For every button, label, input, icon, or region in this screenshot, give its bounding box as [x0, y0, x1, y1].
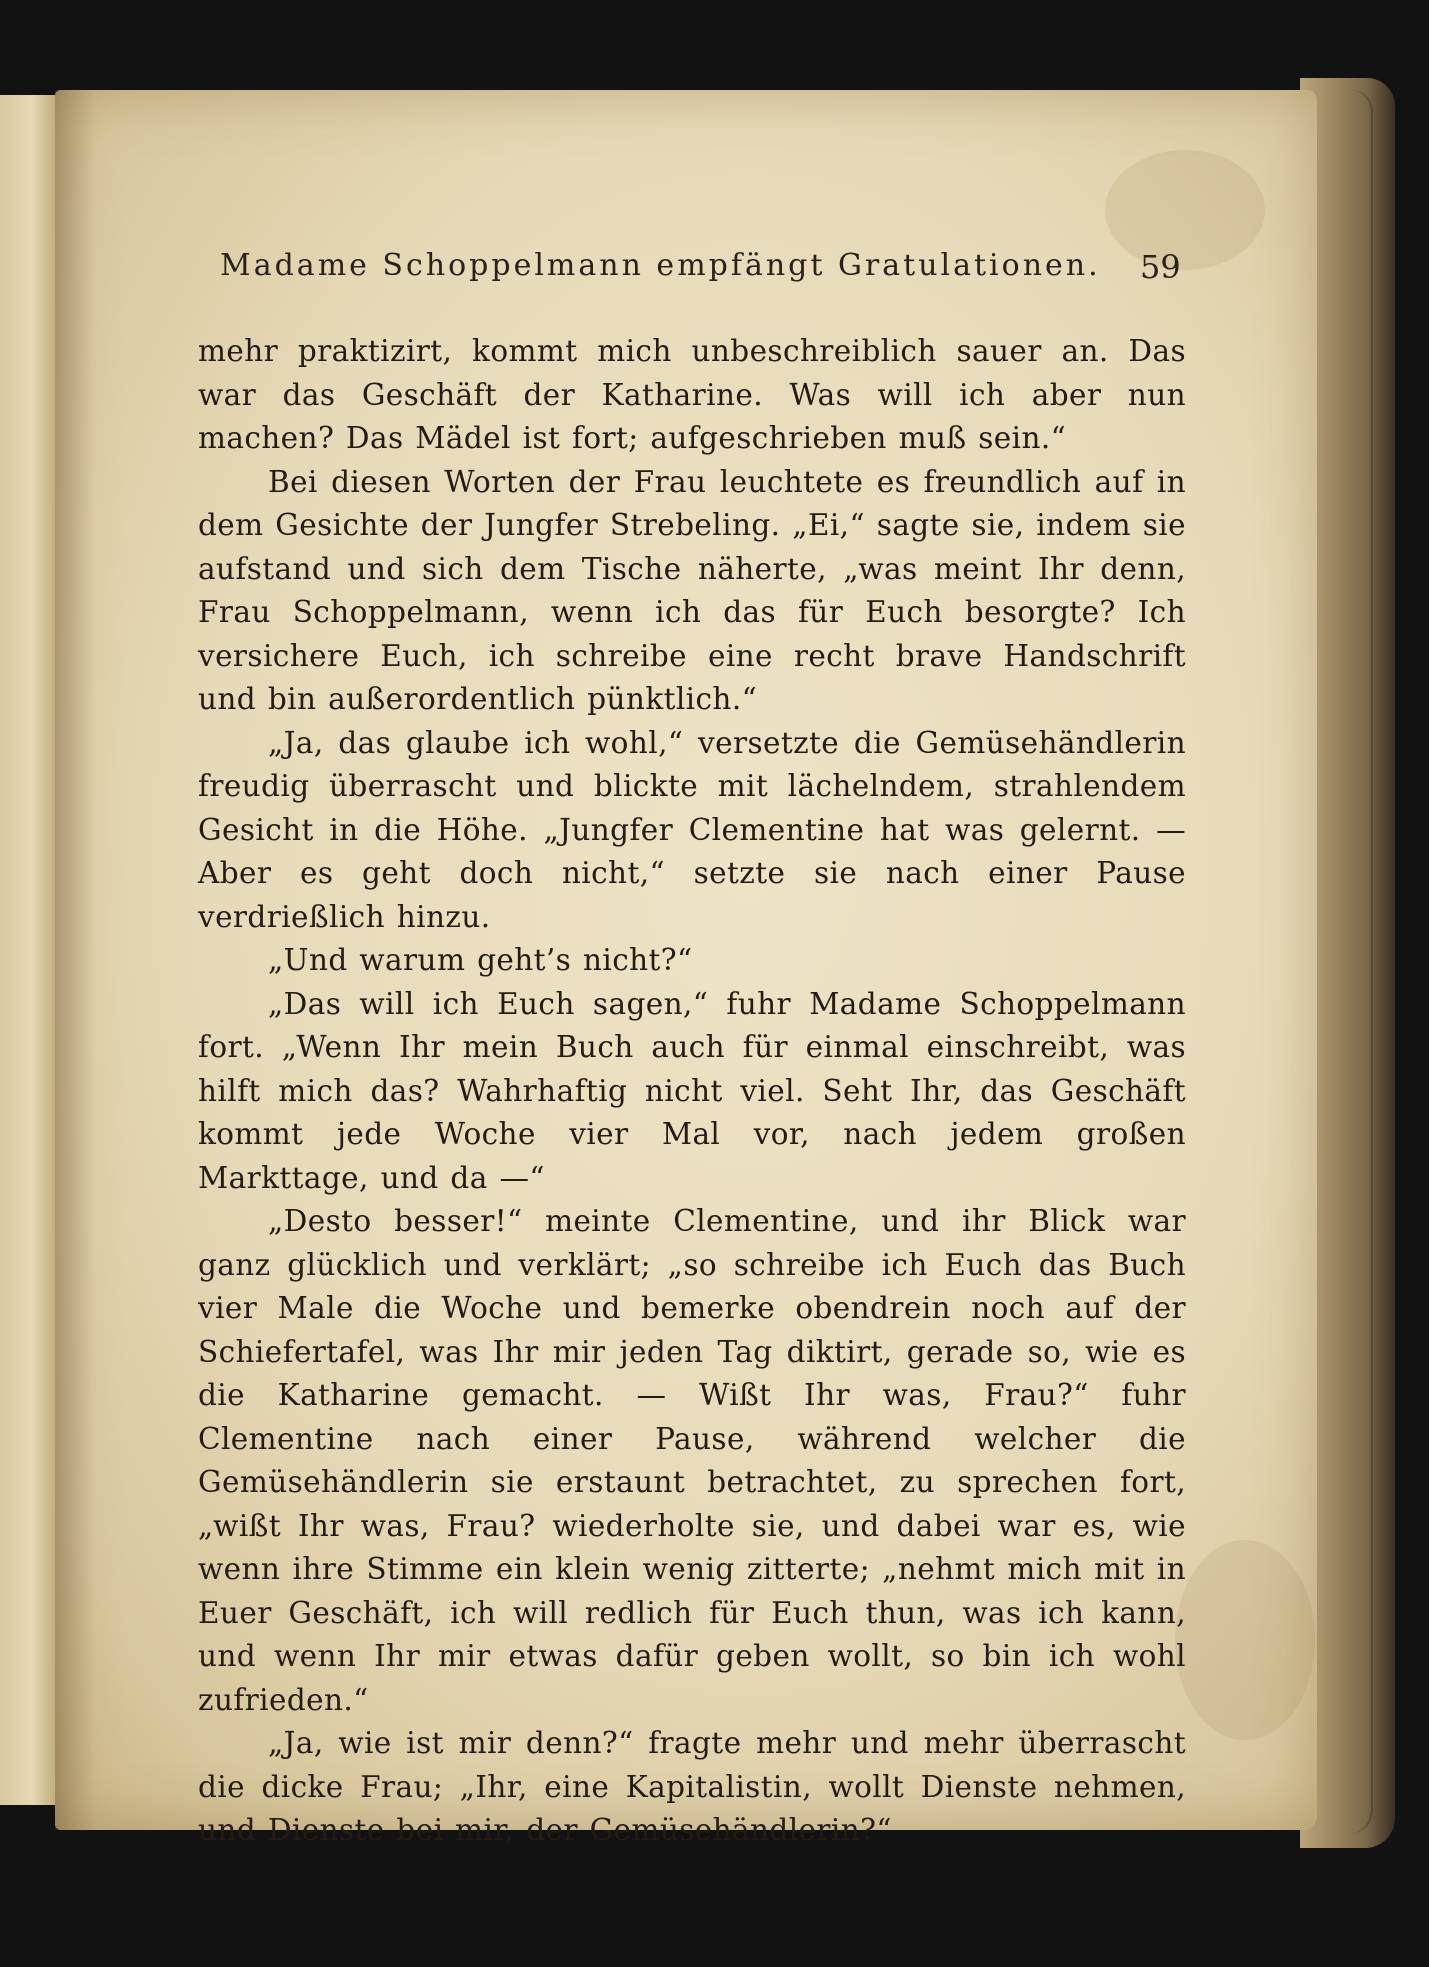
- paper-stain: [1175, 1540, 1315, 1740]
- paragraph: „Ja, das glaube ich wohl,“ versetzte die Gemüsehändlerin freudig überrascht und blickte mit lächelndem, strahlendem Gesicht in die Höhe. „Jungfer Clementine hat was gelernt. — Aber es geht doch nicht,“ setzte sie nach einer Pause verdrießlich hinzu.: [198, 725, 1186, 934]
- paragraph: „Und warum geht’s nicht?“: [268, 943, 693, 977]
- paragraph: „Ja, wie ist mir denn?“ fragte mehr und mehr überrascht die dicke Frau; „Ihr, eine Kapitalistin, wollt Dienste nehmen, und Dienste bei mir, der Gemüsehändlerin?“: [198, 1726, 1186, 1847]
- paragraph: „Das will ich Euch sagen,“ fuhr Madame Schoppelmann fort. „Wenn Ihr mein Buch auch für einmal einschreibt, was hilft mich das? Wahrhaftig nicht viel. Seht Ihr, das Geschäft kommt jede Woche vier Mal vor, nach jedem großen Markttage, und da —“: [198, 986, 1186, 1195]
- body-text: [198, 330, 1186, 1853]
- paragraph: „Desto besser!“ meinte Clementine, und ihr Blick war ganz glücklich und verklärt; „so schreibe ich Euch das Buch vier Male die Woche und bemerke obendrein noch auf der Schiefertafel, was Ihr mir jeden Tag diktirt, gerade so, wie es die Katharine gemacht. — Wißt Ihr was, Frau?“ fuhr Clementine nach einer Pause, während welcher die Gemüsehändlerin sie erstaunt betrachtet, zu sprechen fort, „wißt Ihr was, Frau? wiederholte sie, und dabei war es, wie wenn ihre Stimme ein klein wenig zitterte; „nehmt mich mit in Euer Geschäft, ich will redlich für Euch thun, was ich kann, und wenn Ihr mir etwas dafür geben wollt, so bin ich wohl zufrieden.“: [198, 1204, 1186, 1717]
- paragraph: Bei diesen Worten der Frau leuchtete es freundlich auf in dem Gesichte der Jungfer Strebeling. „Ei,“ sagte sie, indem sie aufstand und sich dem Tische näherte, „was meint Ihr denn, Frau Schoppelmann, wenn ich das für Euch besorgte? Ich versichere Euch, ich schreibe eine recht brave Handschrift und bin außerordentlich pünktlich.“: [198, 464, 1186, 716]
- left-facing-page-edge: [0, 95, 61, 1805]
- page-number: 59: [1140, 248, 1181, 286]
- running-head: Madame Schoppelmann empfängt Gratulationen.: [220, 248, 1101, 283]
- paragraph: mehr praktizirt, kommt mich unbeschreiblich sauer an. Das war das Geschäft der Katharine. Was will ich aber nun machen? Das Mädel ist fort; aufgeschrieben muß sein.“: [198, 334, 1186, 455]
